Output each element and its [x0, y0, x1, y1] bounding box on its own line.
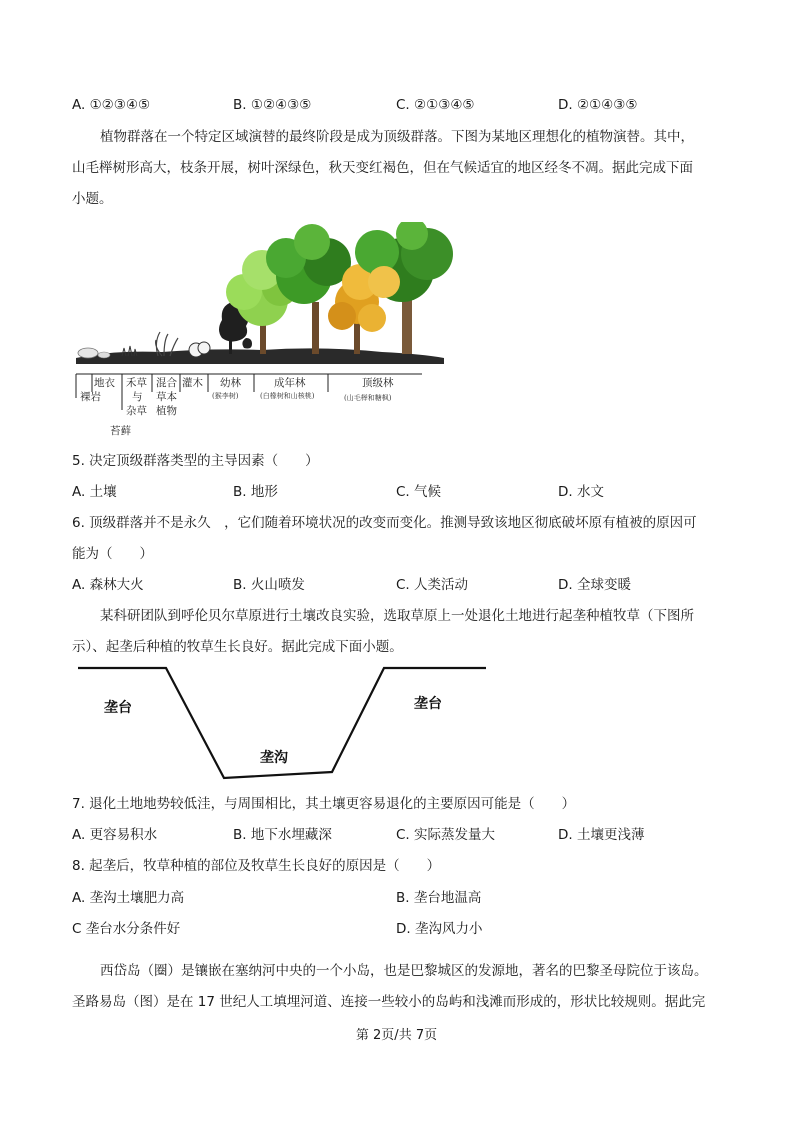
ridge-furrow-figure	[76, 662, 490, 784]
q5-option-c: C. 气候	[396, 484, 442, 500]
stage-herb-3: 植物	[156, 405, 177, 417]
stage-young-forest-sub: (猴李树)	[212, 392, 239, 400]
label-ridge-right: 垄台	[414, 696, 442, 712]
q6-option-c: C. 人类活动	[396, 577, 469, 593]
q5-stem: 5. 决定顶级群落类型的主导因素（ ）	[72, 453, 319, 469]
q7-stem: 7. 退化土地地势较低洼，与周围相比，其土壤更容易退化的主要原因可能是（ ）	[72, 796, 576, 812]
q8-option-c: C 垄台水分条件好	[72, 921, 181, 937]
q4-option-b: B. ①②④③⑤	[233, 97, 312, 113]
q6-option-b: B. 火山喷发	[233, 577, 305, 593]
stage-grass-1: 禾草	[126, 377, 147, 389]
stage-mature-forest-sub: (白橡树和山核桃)	[260, 392, 315, 400]
q8-option-d: D. 垄沟风力小	[396, 921, 483, 937]
q5-option-a: A. 土壤	[72, 484, 117, 500]
q4-option-c: C. ②①③④⑤	[396, 97, 475, 113]
q7-option-d: D. 土壤更浅薄	[558, 827, 645, 843]
label-furrow: 垄沟	[260, 750, 288, 766]
q8-option-b: B. 垄台地温高	[396, 890, 482, 906]
label-ridge-left: 垄台	[104, 700, 132, 716]
passage3-line1: 西岱岛（圈）是镶嵌在塞纳河中央的一个小岛，也是巴黎城区的发源地，著名的巴黎圣母院位于该岛。	[100, 963, 708, 979]
succession-figure	[72, 222, 464, 440]
stage-lichen: 地衣	[94, 377, 115, 389]
bare-rock-shape	[78, 348, 98, 358]
q4-option-d: D. ②①④③⑤	[558, 97, 638, 113]
q6-option-d: D. 全球变暖	[558, 577, 631, 593]
stage-shrub: 灌木	[182, 377, 203, 389]
q4-option-a: A. ①②③④⑤	[72, 97, 151, 113]
stage-climax-forest-sub: (山毛榉和糖枫)	[344, 394, 392, 402]
q5-option-d: D. 水文	[558, 484, 604, 500]
label-moss: 苔藓	[110, 425, 131, 437]
q6-stem-line2: 能为（ ）	[72, 546, 153, 562]
stage-grass-2: 与	[132, 391, 143, 403]
stage-grass-3: 杂草	[126, 405, 147, 417]
stage-young-forest: 幼林	[220, 377, 241, 389]
passage2-line2: 示）、起垄后种植的牧草生长良好。据此完成下面小题。	[72, 639, 403, 655]
passage2-line1: 某科研团队到呼伦贝尔草原进行土壤改良实验，选取草原上一处退化土地进行起垄种植牧草（下图所	[100, 608, 694, 624]
q8-stem: 8. 起垄后，牧草种植的部位及牧草生长良好的原因是（ ）	[72, 858, 441, 874]
q6-stem-line1: 6. 顶级群落并不是永久 ，它们随着环境状况的改变而变化。推测导致该地区彻底破坏原有植被的原因可	[72, 515, 697, 531]
passage1-line2: 山毛榉树形高大，枝条开展，树叶深绿色，秋天变红褐色，但在气候适宜的地区经冬不凋。据此完成下面	[72, 160, 693, 176]
page-footer: 第 2页/共 7页	[355, 1028, 438, 1043]
q8-option-a: A. 垄沟土壤肥力高	[72, 890, 185, 906]
q7-option-c: C. 实际蒸发量大	[396, 827, 496, 843]
q7-option-b: B. 地下水埋藏深	[233, 827, 332, 843]
q7-option-a: A. 更容易积水	[72, 827, 158, 843]
stage-mature-forest: 成年林	[274, 377, 306, 389]
passage1-line1: 植物群落在一个特定区域演替的最终阶段是成为顶级群落。下图为某地区理想化的植物演替。其中，	[100, 129, 694, 145]
passage1-line3: 小题。	[72, 191, 113, 207]
q6-option-a: A. 森林大火	[72, 577, 144, 593]
stage-herb-2: 草本	[156, 391, 177, 403]
q5-option-b: B. 地形	[233, 484, 278, 500]
stage-climax-forest: 顶级林	[362, 377, 394, 389]
label-bare-rock: 裸岩	[80, 391, 101, 403]
stage-herb-1: 混合	[156, 377, 177, 389]
passage3-line2: 圣路易岛（图）是在 17 世纪人工填埋河道、连接一些较小的岛屿和浅滩而形成的，形状比较规则。据此完	[72, 994, 706, 1010]
